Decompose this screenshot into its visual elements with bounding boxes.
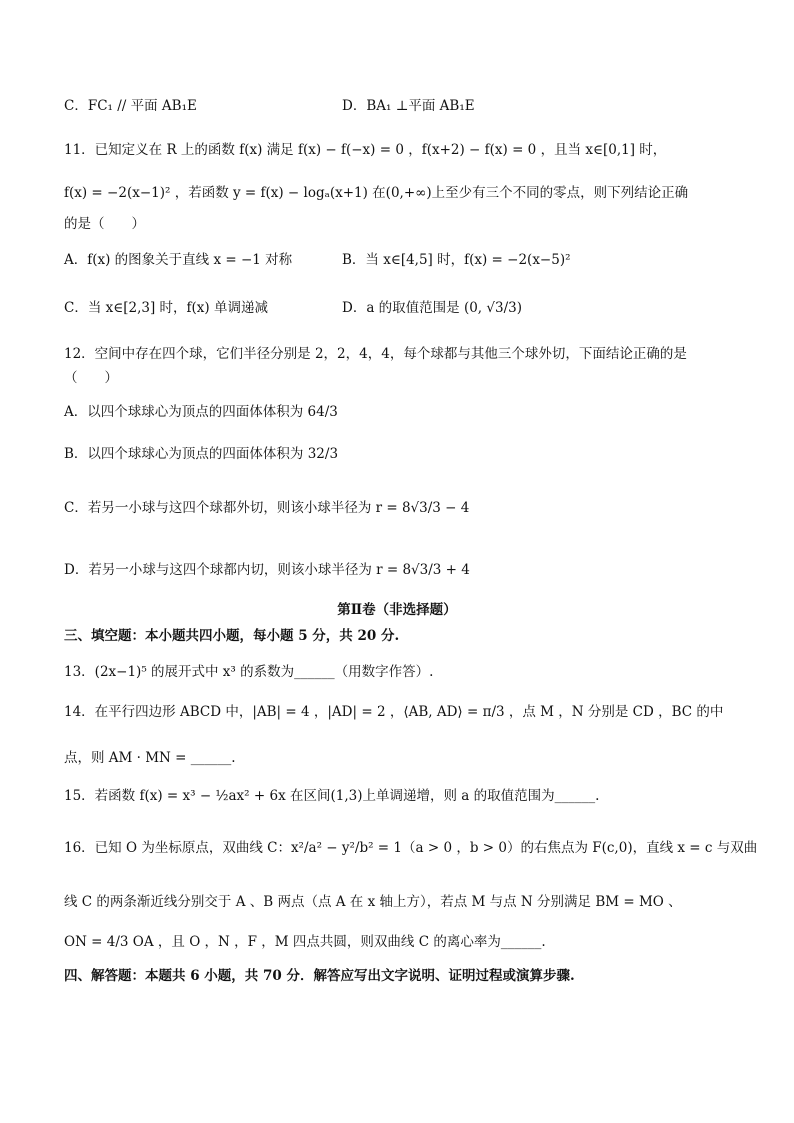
q12-option-b: B．以四个球球心为顶点的四面体体积为 32/3 — [64, 446, 339, 462]
q13-stem: 13．(2x−1)⁵ 的展开式中 x³ 的系数为______（用数字作答）. — [64, 664, 434, 680]
q11-option-d: D．a 的取值范围是 (0, √3/3) — [342, 300, 522, 316]
q14-stem-line1: 14．在平行四边形 ABCD 中，|AB| = 4 ，|AD| = 2 ，⟨AB, AD⟩ = π/3 ，点 M ，N 分别是 CD ，BC 的中 — [64, 704, 724, 720]
section3-heading: 三、填空题：本小题共四小题，每小题 5 分，共 20 分. — [64, 628, 400, 644]
section4-heading: 四、解答题：本题共 6 小题，共 70 分．解答应写出文字说明、证明过程或演算步骤. — [64, 968, 575, 984]
q11-option-b: B．当 x∈[4,5] 时，f(x) = −2(x−5)² — [342, 252, 571, 268]
q12-option-a: A．以四个球球心为顶点的四面体体积为 64/3 — [64, 404, 338, 420]
q15-stem: 15．若函数 f(x) = x³ − ½ax² + 6x 在区间(1,3)上单调递增，则 a 的取值范围为______. — [64, 788, 600, 804]
q12-stem-line1: 12．空间中存在四个球，它们半径分别是 2，2，4，4，每个球都与其他三个球外切，下面结论正确的是 — [64, 346, 687, 362]
q16-stem-line3: ON = 4/3 OA ，且 O ，N ，F ，M 四点共圆，则双曲线 C 的离心率为______. — [64, 934, 546, 950]
q11-stem-line2: f(x) = −2(x−1)² ，若函数 y = f(x) − logₐ(x+1) 在(0,+∞)上至少有三个不同的零点，则下列结论正确 — [64, 185, 689, 201]
q11-option-a: A．f(x) 的图象关于直线 x = −1 对称 — [64, 252, 293, 268]
q16-stem-line2: 线 C 的两条渐近线分别交于 A 、B 两点（点 A 在 x 轴上方），若点 M 与点 N 分别满足 BM = MO 、 — [64, 894, 682, 910]
q11-stem-line3: 的是（ ） — [64, 216, 145, 232]
q11-option-c: C．当 x∈[2,3] 时，f(x) 单调递减 — [64, 300, 268, 316]
q10-option-d: D．BA₁ ⊥平面 AB₁E — [342, 98, 475, 114]
q12-option-c: C．若另一小球与这四个球都外切，则该小球半径为 r = 8√3/3 − 4 — [64, 500, 470, 516]
q11-stem-line1: 11．已知定义在 R 上的函数 f(x) 满足 f(x) − f(−x) = 0 ，f(x+2) − f(x) = 0 ，且当 x∈[0,1] 时， — [64, 142, 667, 158]
q12-stem-line2: （ ） — [64, 370, 118, 386]
q12-option-d: D．若另一小球与这四个球都内切，则该小球半径为 r = 8√3/3 + 4 — [64, 562, 470, 578]
part2-title: 第Ⅱ卷（非选择题） — [337, 602, 457, 618]
q16-stem-line1: 16．已知 O 为坐标原点，双曲线 C：x²/a² − y²/b² = 1（a > 0 ，b > 0）的右焦点为 F(c,0)，直线 x = c 与双曲 — [64, 840, 758, 856]
q14-stem-line2: 点，则 AM · MN = ______. — [64, 750, 236, 766]
q10-option-c: C．FC₁ // 平面 AB₁E — [64, 98, 197, 114]
